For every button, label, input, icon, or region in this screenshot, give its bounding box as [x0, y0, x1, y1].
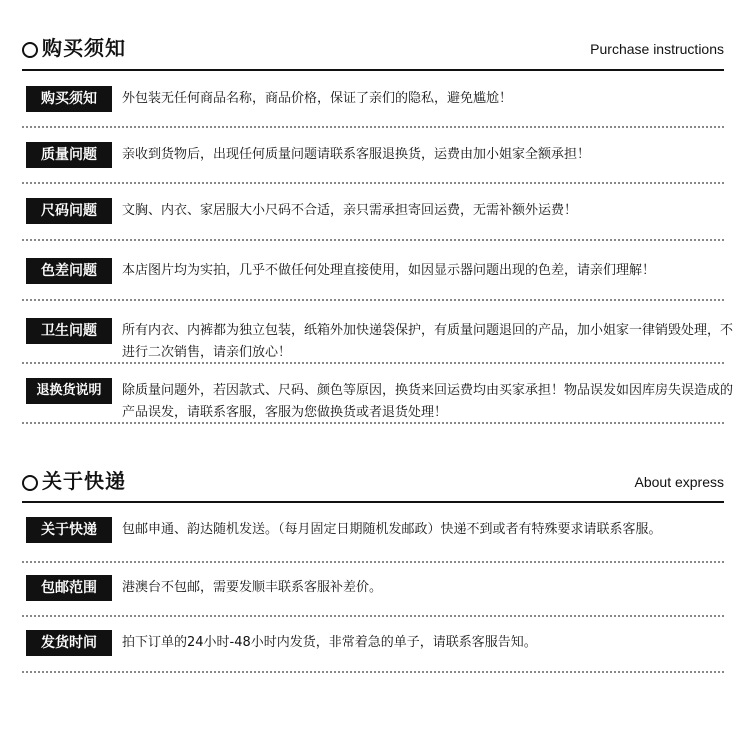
- express-section-header: [22, 466, 724, 500]
- row-text: 港澳台不包邮，需要发顺丰联系客服补差价。: [122, 580, 383, 595]
- dotted-divider: [22, 126, 724, 128]
- row-label: 购买须知: [26, 86, 112, 112]
- dotted-divider: [22, 561, 724, 563]
- row-label: 发货时间: [26, 630, 112, 656]
- row-label: 色差问题: [26, 258, 112, 284]
- row-text: 外包装无任何商品名称，商品价格，保证了亲们的隐私，避免尴尬！: [122, 91, 513, 106]
- row-text: 文胸、内衣、家居服大小尺码不合适，亲只需承担寄回运费，无需补额外运费！: [122, 203, 578, 218]
- row-label: 质量问题: [26, 142, 112, 168]
- row-label: 包邮范围: [26, 575, 112, 601]
- circle-bullet-icon: [22, 42, 38, 58]
- dotted-divider: [22, 422, 724, 424]
- section-subtitle-en: Purchase instructions: [590, 41, 724, 57]
- row-label: 关于快递: [26, 517, 112, 543]
- section-title: 关于快递: [42, 469, 126, 493]
- row-text: 所有内衣、内裤都为独立包装，纸箱外加快递袋保护，有质量问题退回的产品，加小姐家一律销毁处理，不进行二次销售，请亲们放心！: [122, 323, 734, 360]
- row-label: 尺码问题: [26, 198, 112, 224]
- purchase-section-header: [22, 33, 724, 67]
- section-rule: [22, 69, 724, 71]
- row-text: 包邮申通、韵达随机发送。（每月固定日期随机发邮政）快递不到或者有特殊要求请联系客服。: [122, 522, 662, 537]
- row-label: 退换货说明: [26, 378, 112, 404]
- dotted-divider: [22, 615, 724, 617]
- dotted-divider: [22, 671, 724, 673]
- circle-bullet-icon: [22, 475, 38, 491]
- row-label: 卫生问题: [26, 318, 112, 344]
- dotted-divider: [22, 362, 724, 364]
- dotted-divider: [22, 239, 724, 241]
- row-text: 除质量问题外，若因款式、尺码、颜色等原因，换货来回运费均由买家承担！物品误发如因库房失误造成的产品误发，请联系客服，客服为您做换货或者退货处理！: [122, 383, 734, 420]
- row-text: 亲收到货物后，出现任何质量问题请联系客服退换货，运费由加小姐家全额承担！: [122, 147, 591, 162]
- row-text: 本店图片均为实拍，几乎不做任何处理直接使用，如因显示器问题出现的色差，请亲们理解！: [122, 263, 656, 278]
- section-subtitle-en: About express: [634, 474, 724, 490]
- row-text: 拍下订单的24小时-48小时内发货，非常着急的单子，请联系客服告知。: [122, 635, 537, 650]
- section-rule: [22, 501, 724, 503]
- dotted-divider: [22, 182, 724, 184]
- dotted-divider: [22, 299, 724, 301]
- section-title: 购买须知: [42, 36, 126, 60]
